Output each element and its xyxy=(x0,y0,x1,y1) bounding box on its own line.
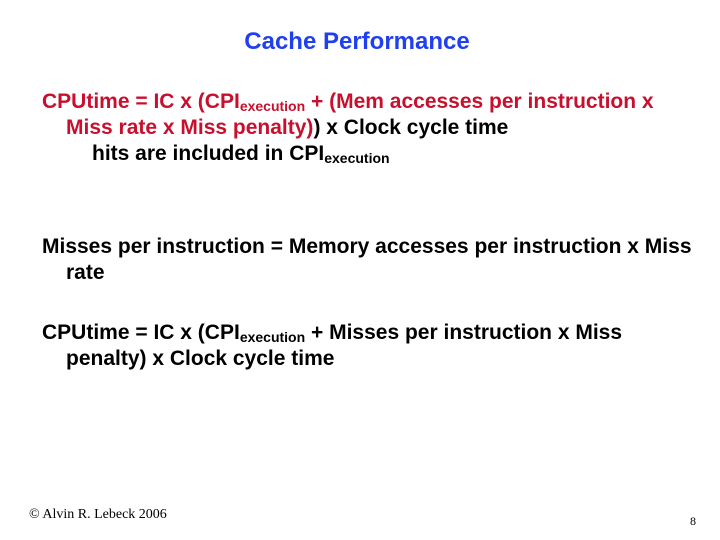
cpu-time-formula xyxy=(42,89,706,167)
formula-part-tail: ) x Clock cycle time xyxy=(313,116,509,139)
hits-note xyxy=(66,141,706,167)
formula2-subscript: execution xyxy=(239,329,306,345)
slide-title: Cache Performance xyxy=(244,28,470,55)
formula2-part-main: CPUtime = IC x (CPI xyxy=(42,321,240,344)
formula-part-memory: + (Mem accesses per instruction x Miss rate x Miss penalty) xyxy=(66,90,654,139)
hits-note-subscript: execution xyxy=(324,150,390,166)
formula-subscript: execution xyxy=(239,98,306,114)
formula-part-main: CPUtime = IC x (CPI xyxy=(42,90,240,113)
copyright-text: © Alvin R. Lebeck 2006 xyxy=(29,507,167,522)
cpu-time-formula-2 xyxy=(42,320,706,372)
page-number: 8 xyxy=(690,514,696,528)
misses-per-instruction-formula: Misses per instruction = Memory accesses per instruction x Miss rate xyxy=(42,235,692,284)
hits-note-text: hits are included in CPI xyxy=(92,142,325,165)
formula2-part-rest: + Misses per instruction x Miss penalty) x Clock cycle time xyxy=(66,321,623,370)
